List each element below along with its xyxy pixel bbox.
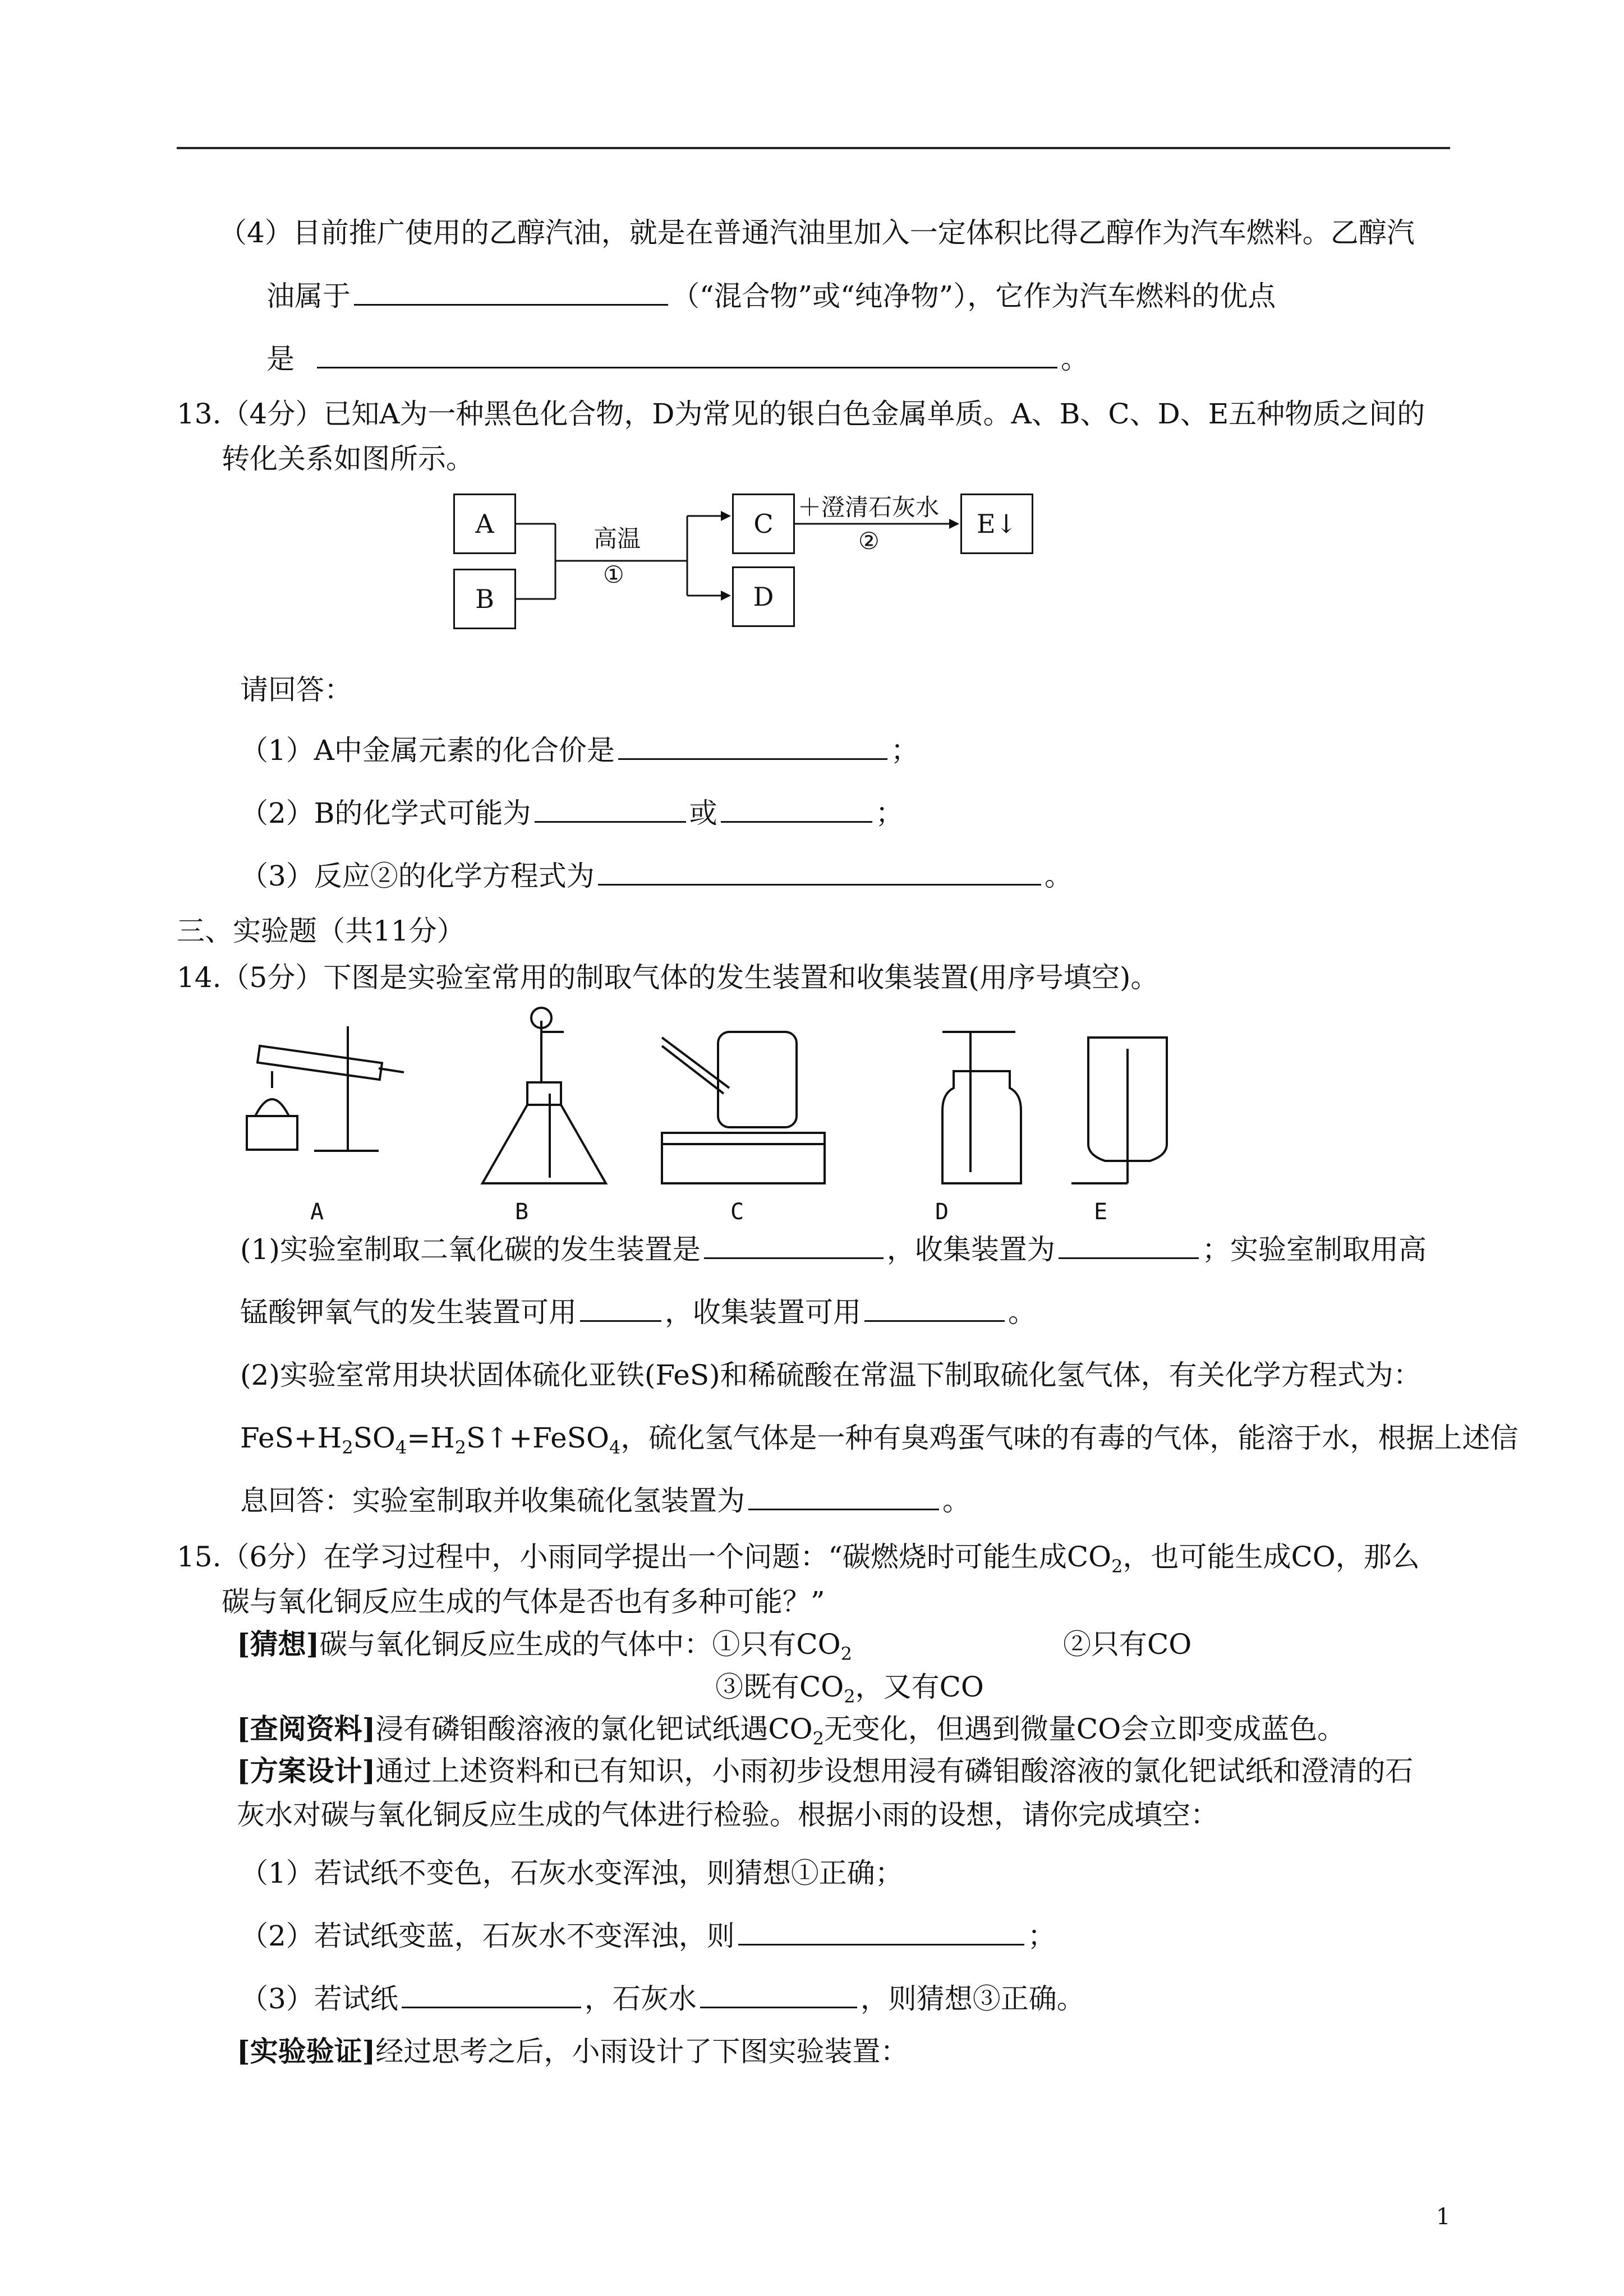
box-e: E↓ <box>960 494 1033 554</box>
answer-blank[interactable] <box>535 795 686 823</box>
apparatus-label-d: D <box>935 1199 949 1225</box>
box-c: C <box>732 494 795 554</box>
box-b: B <box>453 569 516 629</box>
q14-p1-line2: 锰酸钾氧气的发生装置可用 ，收集装置可用 。 <box>240 1290 1036 1330</box>
answer-blank[interactable] <box>721 795 872 823</box>
section-3-heading: 三、实验题（共11分） <box>177 915 465 947</box>
q14-line1: 14.（5分）下图是实验室常用的制取气体的发生装置和收集装置(用序号填空)。 <box>177 961 1159 994</box>
q15-line1: 15.（6分）在学习过程中，小雨同学提出一个问题：“碳燃烧时可能生成$CO_2$，也可能生成CO，那么 <box>177 1541 1420 1577</box>
answer-blank[interactable] <box>704 1232 884 1259</box>
step-2-label: ② <box>858 527 880 555</box>
q14-p2-line3: 息回答：实验室制取并收集硫化氢装置为 。 <box>240 1478 970 1519</box>
q13-sub1: （1）A中金属元素的化合价是 ； <box>240 728 919 768</box>
diagram-arrows <box>0 0 1624 673</box>
answer-blank[interactable] <box>598 858 1041 886</box>
q12-4-line2: 油属于 （“混合物”或“纯净物”），它作为汽车燃料的优点 <box>266 274 1276 314</box>
q13-sub2: （2）B的化学式可能为 或 ； <box>240 791 904 831</box>
step-1-label: ① <box>603 561 624 588</box>
apparatus-label-b: B <box>515 1199 529 1225</box>
q13-prompt: 请回答： <box>240 674 352 706</box>
answer-blank[interactable] <box>402 1981 581 2008</box>
q15-guess-2: ②只有CO <box>1063 1628 1192 1661</box>
q15-sub2: （2）若试纸变蓝，石灰水不变浑浊，则 ； <box>240 1914 1056 1954</box>
q14-p2-line2: $FeS+H_2SO_4=H_2S↑+FeSO_4$，硫化氢气体是一种有臭鸡蛋气味的有毒的气体，能溶于水，根据上述信 <box>240 1422 1519 1458</box>
q13-line1: 13.（4分）已知A为一种黑色化合物，D为常见的银白色金属单质。A、B、C、D、E五种物质之间的 <box>177 398 1425 430</box>
q15-guess: [猜想]碳与氧化铜反应生成的气体中：①只有$CO_2$ <box>237 1628 852 1665</box>
q15-info: [查阅资料]浸有磷钼酸溶液的氯化钯试纸遇$CO_2$无变化，但遇到微量CO会立即变成蓝色。 <box>237 1712 1346 1749</box>
apparatus-label-a: A <box>310 1199 324 1225</box>
box-a: A <box>453 494 516 554</box>
q12-4-line3: 是 。 <box>266 336 1089 377</box>
q15-verify: [实验验证]经过思考之后，小雨设计了下图实验装置： <box>237 2035 909 2068</box>
answer-blank[interactable] <box>580 1294 661 1322</box>
box-d: D <box>732 566 795 627</box>
q13-line2: 转化关系如图所示。 <box>222 442 474 475</box>
answer-blank[interactable] <box>1059 1232 1199 1259</box>
q15-sub1: （1）若试纸不变色，石灰水变浑浊，则猜想①正确； <box>240 1857 903 1889</box>
lab-apparatus-figure <box>236 1004 1178 1195</box>
q14-p1-line1: (1)实验室制取二氧化碳的发生装置是 ，收集装置为 ；实验室制取用高 <box>240 1227 1427 1267</box>
page-number: 1 <box>1436 2204 1451 2230</box>
q15-line2: 碳与氧化铜反应生成的气体是否也有多种可能？” <box>222 1585 825 1618</box>
answer-blank[interactable] <box>618 732 887 760</box>
q12-4-line1: （4）目前推广使用的乙醇汽油，就是在普通汽油里加入一定体积比得乙醇作为汽车燃料。乙醇汽 <box>219 216 1415 249</box>
answer-blank[interactable] <box>748 1483 939 1510</box>
q15-guess-3: ③既有$CO_2$，又有CO <box>715 1671 984 1707</box>
apparatus-label-c: C <box>730 1199 744 1225</box>
answer-blank[interactable] <box>864 1294 1005 1322</box>
q15-plan-line2: 灰水对碳与氧化铜反应生成的气体进行检验。根据小雨的设想，请你完成填空： <box>237 1799 1218 1831</box>
q13-sub3: （3）反应②的化学方程式为 。 <box>240 854 1073 894</box>
q15-sub3: （3）若试纸 ，石灰水 ，则猜想③正确。 <box>240 1976 1085 2017</box>
q15-plan-line1: [方案设计]通过上述资料和已有知识，小雨初步设想用浸有磷钼酸溶液的氯化钯试纸和澄清的石 <box>237 1754 1414 1787</box>
condition-limewater: ＋澄清石灰水 <box>798 494 940 521</box>
answer-blank[interactable] <box>700 1981 857 2008</box>
answer-blank[interactable] <box>738 1918 1024 1945</box>
condition-high-temp: 高温 <box>594 525 641 552</box>
q14-p2-line1: (2)实验室常用块状固体硫化亚铁(FeS)和稀硫酸在常温下制取硫化氢气体，有关化学方程式为： <box>240 1359 1421 1391</box>
apparatus-label-e: E <box>1094 1199 1108 1225</box>
